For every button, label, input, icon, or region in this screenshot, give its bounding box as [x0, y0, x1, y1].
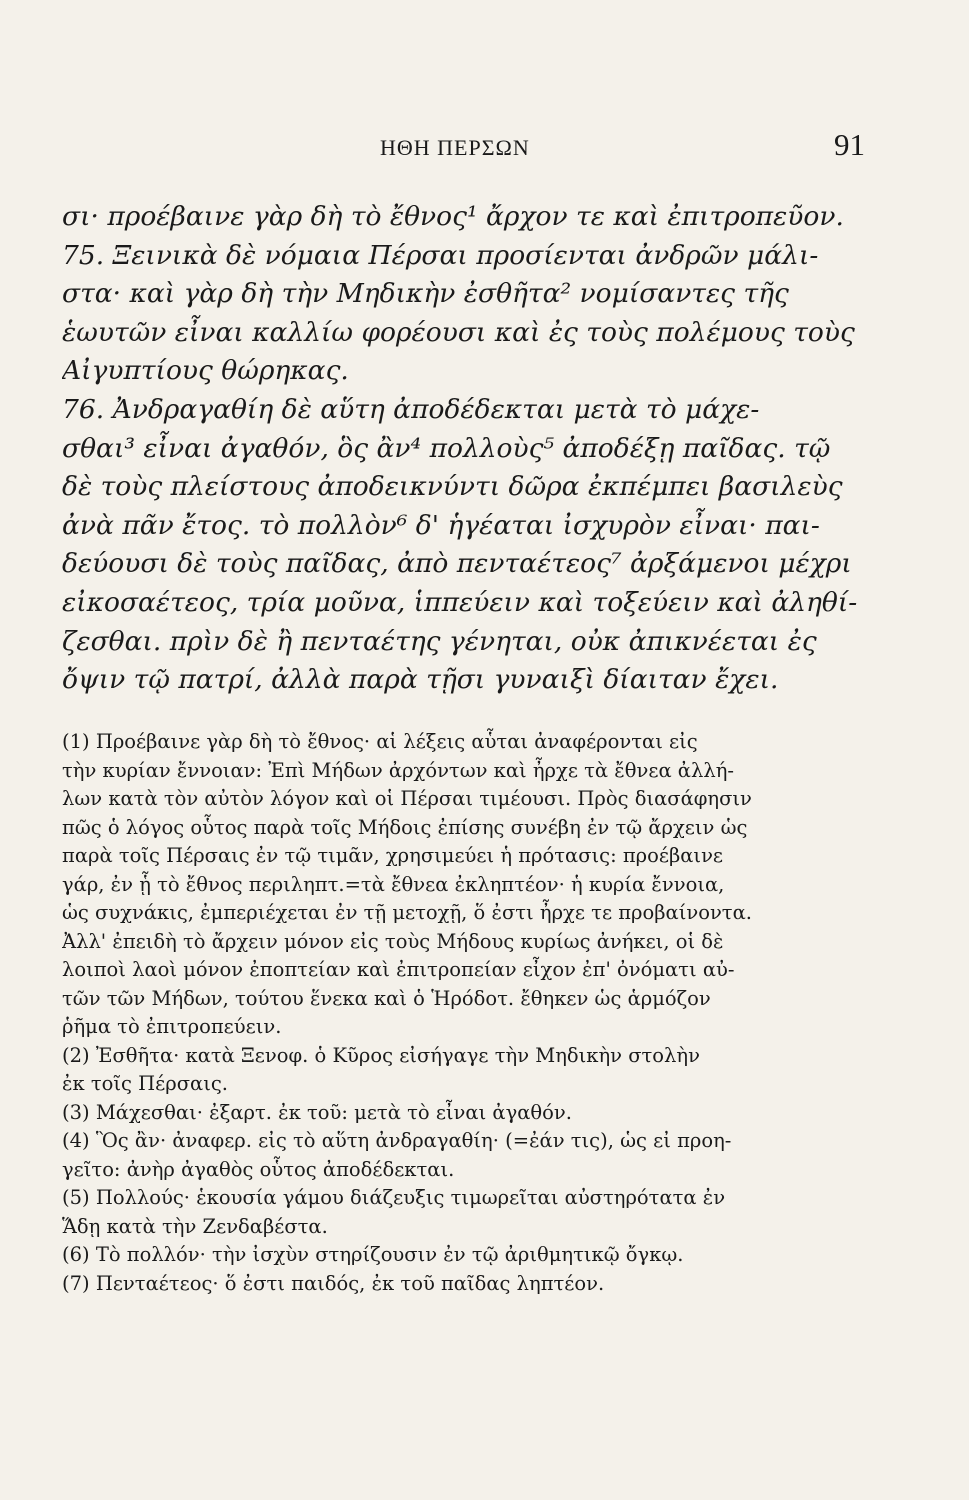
footnote-line: ὡς συχνάκις, ἐμπεριέχεται ἐν τῇ μετοχῇ, ὅ ἐστι ἦρχε τε προβαίνοντα. [62, 901, 752, 924]
main-text-line: στα· καὶ γὰρ δὴ τὴν Μηδικὴν ἐσθῆτα² νομίσαντες τῆς [62, 278, 789, 310]
footnote-line: (5) Πολλούς· ἑκουσία γάμου διάζευξις τιμωρεῖται αὐστηρότατα ἐν [62, 1186, 726, 1209]
footnote-line: (1) Προέβαινε γὰρ δὴ τὸ ἔθνος· αἱ λέξεις αὗται ἀναφέρονται εἰς [62, 730, 698, 753]
main-text-line: σι· προέβαινε γὰρ δὴ τὸ ἔθνος¹ ἄρχον τε καὶ ἐπιτροπεῦον. [62, 201, 844, 232]
footnote-line: λων κατὰ τὸν αὐτὸν λόγον καὶ οἱ Πέρσαι τιμέουσι. Πρὸς διασάφησιν [62, 787, 752, 810]
footnote-line: ἐκ τοῖς Πέρσαις. [62, 1072, 228, 1095]
footnote-line: ῥῆμα τὸ ἐπιτροπεύειν. [62, 1015, 282, 1038]
footnote-line: (4) Ὃς ἂν· ἀναφερ. εἰς τὸ αὕτη ἀνδραγαθίη· (=ἐάν τις), ὡς εἰ προη- [62, 1129, 732, 1152]
footnote-line: λοιποὶ λαοὶ μόνον ἐποπτείαν καὶ ἐπιτροπείαν εἶχον ἐπ' ὀνόματι αὐ- [62, 958, 735, 981]
main-text-line: 76. Ἀνδραγαθίη δὲ αὕτη ἀποδέδεκται μετὰ τὸ μάχε- [62, 393, 760, 425]
footnote-line: γεῖτο: ἀνὴρ ἀγαθὸς οὗτος ἀποδέδεκται. [62, 1157, 455, 1181]
main-text-line: ὄψιν τῷ πατρί, ἀλλὰ παρὰ τῇσι γυναιξὶ δίαιταν ἔχει. [62, 664, 779, 696]
footnote-line: τὴν κυρίαν ἔννοιαν: Ἐπὶ Μήδων ἀρχόντων καὶ ἦρχε τὰ ἔθνεα ἀλλή- [62, 758, 734, 782]
main-text-block [62, 198, 882, 700]
footnotes-block [62, 728, 882, 1298]
footnote-line: (7) Πενταέτεος· ὅ ἐστι παιδός, ἐκ τοῦ παῖδας ληπτέον. [62, 1271, 605, 1295]
main-text-line: δὲ τοὺς πλείστους ἀποδεικνύντι δῶρα ἐκπέμπει βασιλεὺς [62, 471, 843, 503]
footnote-line: παρὰ τοῖς Πέρσαις ἐν τῷ τιμᾶν, χρησιμεύει ἡ πρότασις: προέβαινε [62, 844, 724, 867]
footnote-line: (2) Ἐσθῆτα· κατὰ Ξενοφ. ὁ Κῦρος εἰσήγαγε τὴν Μηδικὴν στολὴν [62, 1043, 700, 1067]
main-text-line: σθαι³ εἶναι ἀγαθόν, ὃς ἂν⁴ πολλοὺς⁵ ἀποδέξῃ παῖδας. τῷ [62, 432, 831, 464]
main-text-line: εἰκοσαέτεος, τρία μοῦνα, ἱππεύειν καὶ τοξεύειν καὶ ἀληθί- [62, 586, 858, 618]
page-number: 91 [834, 127, 865, 162]
main-text-line: ἑωυτῶν εἶναι καλλίω φορέουσι καὶ ἐς τοὺς πολέμους τοὺς [62, 316, 855, 348]
main-text-line: Αἰγυπτίους θώρηκας. [62, 355, 349, 387]
footnote-line: (3) Μάχεσθαι· ἐξαρτ. ἐκ τοῦ: μετὰ τὸ εἶναι ἀγαθόν. [62, 1100, 572, 1124]
footnote-line: (6) Τὸ πολλόν· τὴν ἰσχὺν στηρίζουσιν ἐν τῷ ἀριθμητικῷ ὄγκῳ. [62, 1243, 684, 1266]
main-text-line: 75. Ξεινικὰ δὲ νόμαια Πέρσαι προσίενται ἀνδρῶν μάλι- [62, 239, 819, 271]
footnote-line: γάρ, ἐν ᾗ τὸ ἔθνος περιληπτ.=τὰ ἔθνεα ἐκληπτέον· ἡ κυρία ἔννοια, [62, 872, 725, 896]
footnote-line: Ἀλλ' ἐπειδὴ τὸ ἄρχειν μόνον εἰς τοὺς Μήδους κυρίως ἀνήκει, οἱ δὲ [62, 929, 724, 953]
footnote-line: τῶν τῶν Μήδων, τούτου ἕνεκα καὶ ὁ Ἡρόδοτ. ἔθηκεν ὡς ἁρμόζον [62, 986, 711, 1010]
main-text-line: δεύουσι δὲ τοὺς παῖδας, ἀπὸ πενταέτεος⁷ ἀρξάμενοι μέχρι [62, 548, 852, 580]
footnote-line: πῶς ὁ λόγος οὗτος παρὰ τοῖς Μήδοις ἐπίσης συνέβη ἐν τῷ ἄρχειν ὡς [62, 815, 748, 839]
running-title: ΗΘΗ ΠΕΡΣΩΝ [380, 135, 530, 160]
main-text-line: ζεσθαι. πρὶν δὲ ἢ πενταέτης γένηται, οὐκ ἀπικνέεται ἐς [62, 625, 817, 657]
main-text-line: ἀνὰ πᾶν ἔτος. τὸ πολλὸν⁶ δ' ἡγέαται ἰσχυρὸν εἶναι· παι- [62, 509, 820, 541]
footnote-line: Ἅδῃ κατὰ τὴν Ζενδαβέστα. [62, 1214, 328, 1238]
